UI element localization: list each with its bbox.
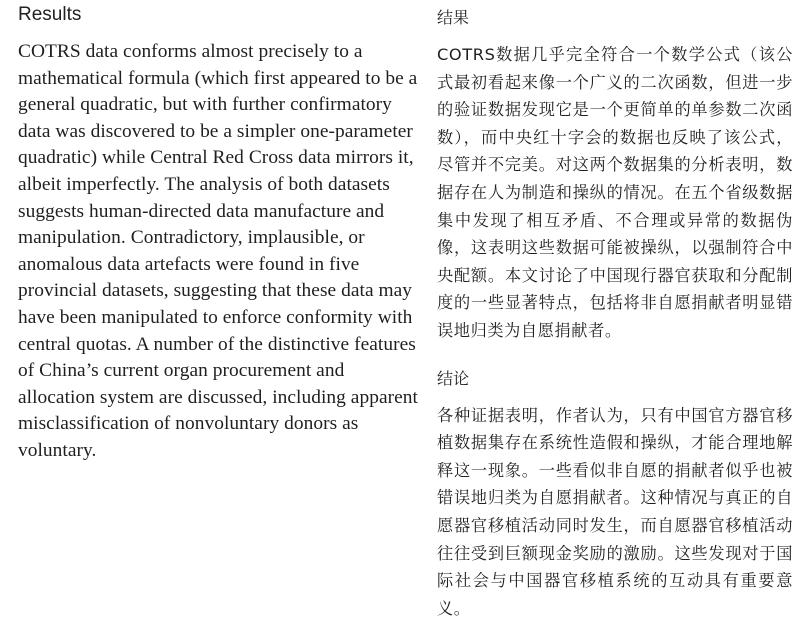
conclusion-paragraph-cn: 各种证据表明，作者认为，只有中国官方器官移植数据集存在系统性造假和操纵，才能合理地解释这一现象。一些看似非自愿的捐献者似乎也被错误地归类为自愿捐献者。这种情况与真正的自愿器官移植活动同时发生，而自愿器官移植活动往往受到巨额现金奖励的激励。这些发现对于国际社会与中国器官移植系统的互动具有重要意义。 bbox=[437, 405, 793, 618]
results-paragraph-cn: COTRS数据几乎完全符合一个数学公式（该公式最初看起来像一个广义的二次函数，但进一步的验证数据发现它是一个更简单的单参数二次函数），而中央红十字会的数据也反映了该公式，尽管并不完美。对这两个数据集的分析表明，数据存在人为制造和操纵的情况。在五个省级数据集中发现了相互矛盾、不合理或异常的数据伪像，这表明这些数据可能被操纵，以强制符合中央配额。本文讨论了中国现行器官获取和分配制度的一些显著特点，包括将非自愿捐献者明显错误地归类为自愿捐献者。 bbox=[437, 45, 793, 340]
results-heading-cn: 结果 bbox=[437, 8, 470, 27]
results-heading-en: Results bbox=[18, 4, 82, 25]
results-paragraph-en: COTRS data conforms almost precisely to a mathematical formula (which first appeared to be a general quadratic, but with further confirmatory data was discovered to be a simpler one-parameter quadratic) while Central Red Cross data mirrors it, albeit imperfectly. The analysis of both datasets suggests human-directed data manufacture and manipulation. Contradictory, implausible, or anomalous data artefacts were found in five provincial datasets, suggesting that these data may have been manipulated to enforce conformity with central quotas. A number of the distinctive features of China’s current organ procurement and allocation system are discussed, including apparent misclassification of nonvoluntary donors as voluntary. bbox=[18, 41, 418, 461]
conclusion-heading-cn: 结论 bbox=[437, 368, 470, 388]
chinese-column bbox=[437, 0, 793, 622]
english-column bbox=[18, 0, 418, 465]
section-spacer bbox=[437, 345, 793, 361]
